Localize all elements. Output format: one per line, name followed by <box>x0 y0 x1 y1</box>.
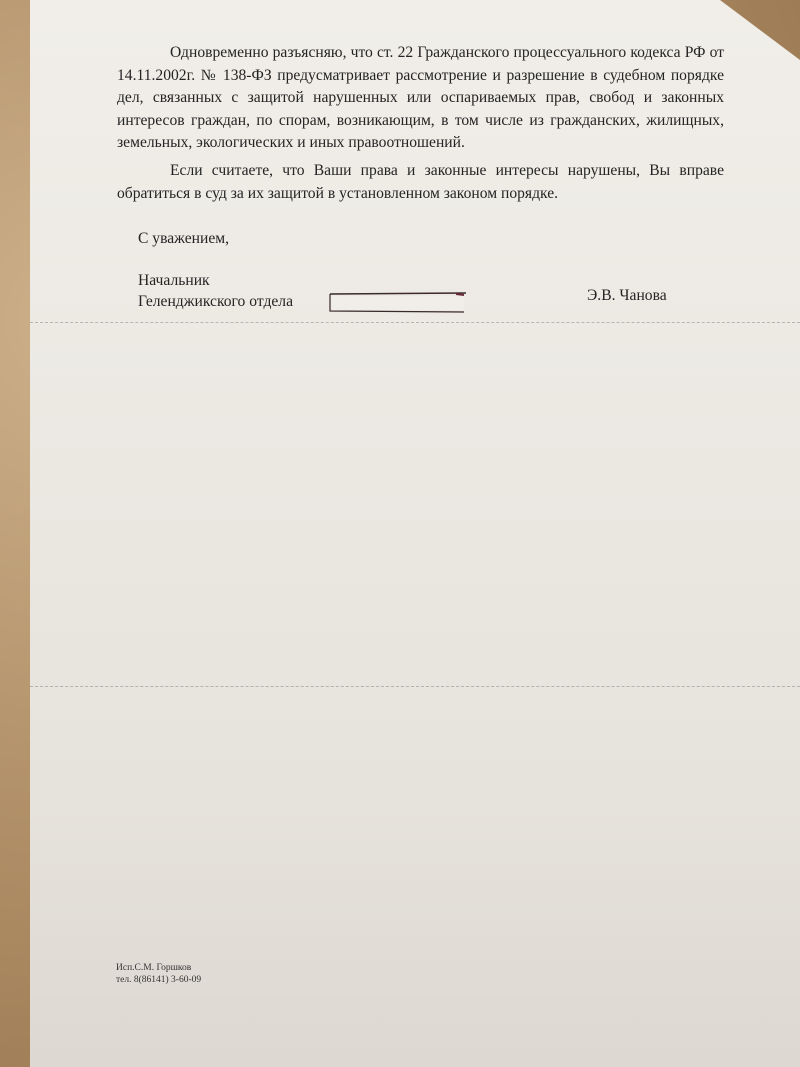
paragraph-court-explanation: Одновременно разъясняю, что ст. 22 Гражданского процессуального кодекса РФ от 14.11.2002г. № 138-ФЗ предусматривает рассмотрение и разрешение в судебном порядке дел, связанных с защитой нарушенных или оспариваемых прав, свобод и законных интересов граждан, по спорам, возникающим, в том числе из гражданских, жилищных, земельных, экологических и иных правоотношений. <box>117 44 724 151</box>
fold-line-top <box>30 322 800 324</box>
closing-greeting: С уважением, <box>138 230 230 247</box>
signer-department: Геленджикского отдела <box>138 293 293 310</box>
executor-info <box>116 962 201 986</box>
fold-line-bottom <box>30 686 800 688</box>
executor-name: Исп.С.М. Горшков <box>116 963 192 973</box>
paragraph-right-to-court: Если считаете, что Ваши права и законные интересы нарушены, Вы вправе обратиться в суд за их защитой в установленном законом порядке. <box>117 162 724 202</box>
executor-phone: тел. 8(86141) 3-60-09 <box>116 975 202 985</box>
signer-position-title: Начальник <box>138 272 210 289</box>
redacted-signature-box <box>328 291 468 313</box>
signer-name: Э.В. Чанова <box>587 287 667 304</box>
